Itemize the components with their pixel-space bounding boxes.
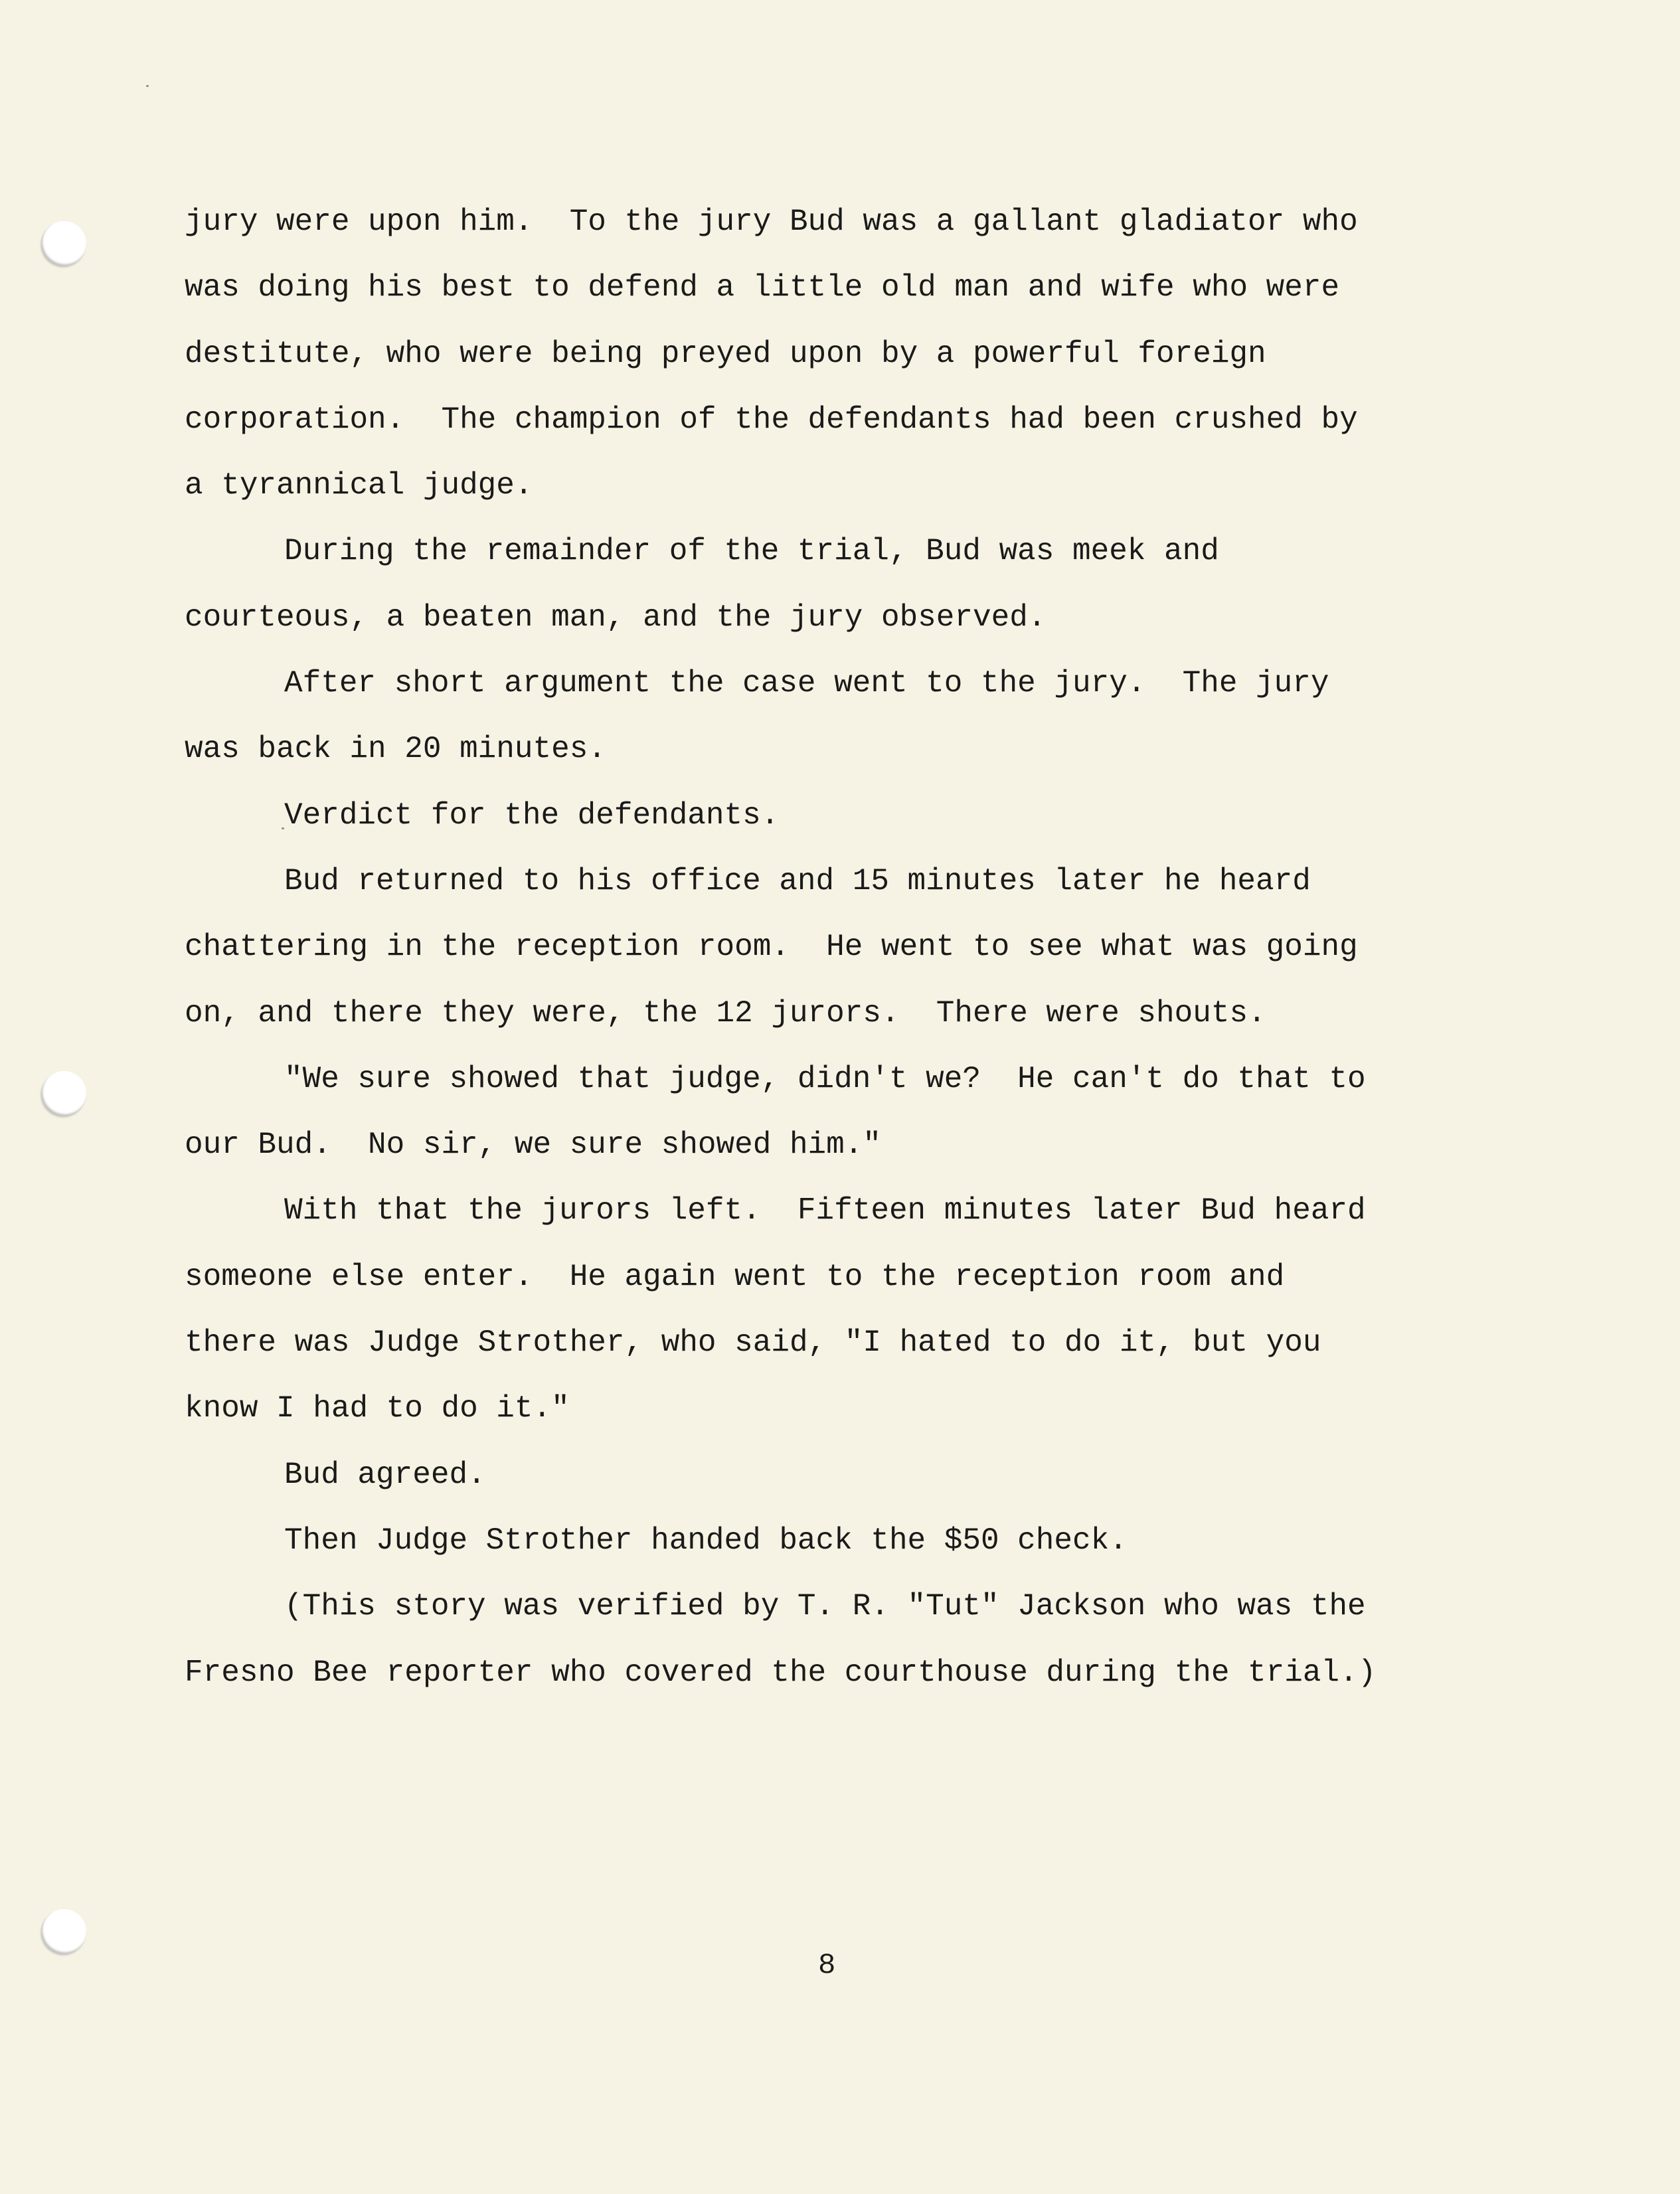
text-line: courteous, a beaten man, and the jury observed.: [185, 600, 1047, 635]
text-line: destitute, who were being preyed upon by a powerful foreign: [185, 336, 1266, 371]
page-number: 8: [818, 1949, 836, 1982]
text-line: was back in 20 minutes.: [185, 732, 606, 767]
typed-text-body: [185, 189, 1513, 1706]
text-line: Fresno Bee reporter who covered the courthouse during the trial.): [185, 1655, 1377, 1690]
punch-hole-top: [41, 221, 86, 266]
text-line: on, and there they were, the 12 jurors. There were shouts.: [185, 995, 1266, 1031]
text-line: During the remainder of the trial, Bud was meek and: [284, 534, 1219, 569]
punch-hole-bottom: [41, 1909, 86, 1954]
text-line: With that the jurors left. Fifteen minutes later Bud heard: [284, 1193, 1366, 1228]
punch-hole-middle: [41, 1071, 86, 1116]
text-line: Verdict for the defendants.: [284, 798, 780, 833]
text-line: a tyrannical judge.: [185, 468, 533, 503]
text-line: was doing his best to defend a little old man and wife who were: [185, 270, 1340, 305]
text-line: corporation. The champion of the defendants had been crushed by: [185, 402, 1358, 437]
text-line: (This story was verified by T. R. "Tut" Jackson who was the: [284, 1589, 1366, 1624]
paper-speck: [146, 85, 149, 87]
text-line: Bud agreed.: [284, 1457, 486, 1492]
text-line: there was Judge Strother, who said, "I hated to do it, but you: [185, 1325, 1321, 1361]
text-line: Then Judge Strother handed back the $50 check.: [284, 1523, 1128, 1558]
text-line: Bud returned to his office and 15 minutes later he heard: [284, 863, 1311, 898]
text-line: know I had to do it.": [185, 1391, 570, 1426]
text-line: our Bud. No sir, we sure showed him.": [185, 1128, 881, 1163]
text-line: someone else enter. He again went to the reception room and: [185, 1259, 1285, 1294]
text-line: "We sure showed that judge, didn't we? He can't do that to: [284, 1061, 1366, 1096]
text-line: After short argument the case went to the jury. The jury: [284, 666, 1329, 701]
text-line: chattering in the reception room. He went to see what was going: [185, 930, 1358, 965]
text-line: jury were upon him. To the jury Bud was a gallant gladiator who: [185, 205, 1358, 239]
